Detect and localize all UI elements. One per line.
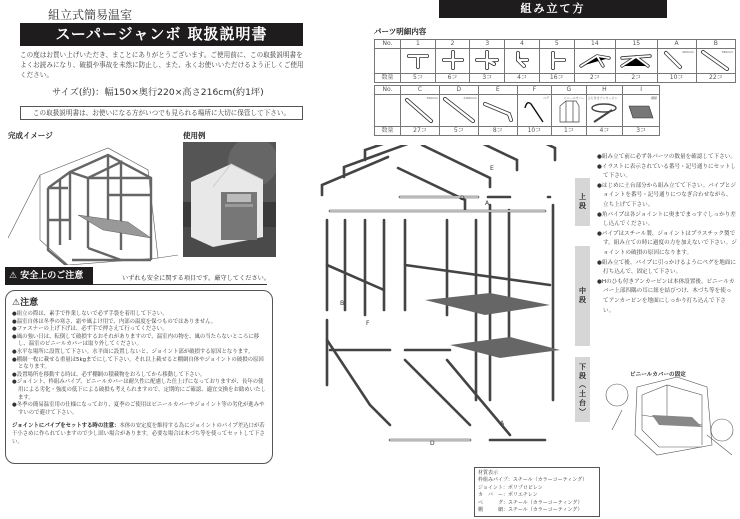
parts-list-title: パーツ明細内容 (374, 27, 427, 36)
caution-item: ● 冬季の簡易温室用の仕様になっており、夏季のご使用はビニールカバーやジョイント等の劣化が進みやすいので避けて下さい。 (12, 402, 266, 417)
greenhouse-frame-illustration (8, 140, 178, 265)
step-item: ● パイプはスチール製、ジョイントはプラスチック製です。組み立ての時に過度の力を加えないで下さい。ジョイントの破損の原因になります。 (597, 230, 737, 259)
3d-cross-joint-icon (470, 49, 505, 74)
parts-table-1: No. 1 2 3 4 5 14 15 A B 260mm 780mm 数量 5コ 6コ 3コ 4コ 16コ 2コ 2コ 10コ 22コ (374, 39, 736, 83)
svg-text:B: B (340, 300, 345, 307)
assembly-steps (597, 153, 737, 316)
peg-icon: ペグ (517, 95, 551, 127)
svg-text:D: D (430, 440, 435, 447)
safety-heading: ⚠ 安全上のご注意 (5, 267, 93, 285)
pipe-d-icon: 1160mm (439, 95, 478, 127)
caution-item: ● ジョイント、枠組みパイプ、ビニールカバーは耐久性に配慮した仕上げになっておりますが、長年の使用による劣化・強度の低下による破損も考えられますので、定期的にご確認、適宜交換をお勧めいたします。 (12, 379, 266, 402)
step-item: ● 組み立て前に必ず各パーツの数量を確認して下さい。 (597, 153, 737, 163)
warning-triangle-icon: ⚠ (9, 271, 18, 281)
keep-manual-note: この取扱説明書は、お使いになる方がいつでも見られる場所に大切に保管して下さい。 (20, 106, 303, 120)
step-item: ● Hのひも付きアンカーピンは本体設置後、ビニールカバー上部四隅の耳に紐を結びつけ、木づち等を使ってアンカーピンを地面にしっかり打ち込んで下さい。 (597, 278, 737, 316)
caution-item: ● 水平な場所に設置して下さい。水平面に設置しないと、ジョイント部が破損する原因となります。 (12, 349, 266, 357)
pipe-b-icon: 780mm (696, 49, 735, 74)
vinyl-cover-icon: ビニールカバー (552, 95, 586, 127)
caution-item: ● 風の強い日は、転倒して破損するおそれがありますので、温室内の物を、風の当たらないところに移し、温室のビニールカバーは取り外してください。 (12, 334, 266, 349)
stage-label-base: 下段（土台） (575, 357, 590, 422)
pipe-a-icon: 260mm (657, 49, 696, 74)
joint-note: ジョイントにパイプをセットする時の注意：本体の安定度を維持する為にジョイントのパイプ差込口が若干小さめに作られていますので少し固い場合があります。必要な場合は木づち等を使ってセットして下さい。 (12, 423, 265, 445)
caution-title: ⚠注意 (12, 298, 39, 308)
exploded-assembly-diagram (310, 145, 572, 465)
cross-joint-icon (435, 49, 470, 74)
intro-text: この度はお買い上げいただき、まことにありがとうございます。ご使用前に、この取扱説明書をよくお読みになり、破損や事故を未然に防止し、また、永くお使いいただけるよう正しくご使用ください。 (20, 51, 304, 79)
peak-cross-joint-icon (616, 49, 657, 74)
svg-text:E: E (490, 165, 494, 172)
stage-label-upper: 上段 (575, 178, 590, 226)
bent-pipe-e-icon (478, 95, 517, 127)
step-item: ● 角パイプは各ジョイントに奥までまっすぐしっかり差し込んでください。 (597, 211, 737, 230)
warning-triangle-icon: ⚠ (12, 298, 21, 308)
material-info-box: 材質表示 枠組みパイプ：スチール（カラーコーティング） ジョイント：ポリプロピレン カ バ ー：ポリエチレン ペ グ：スチール（カラーコーティング） 棚 網：スチール（カラーコーティング） (474, 467, 600, 517)
svg-text:F: F (366, 320, 370, 327)
elbow-joint-icon (505, 49, 540, 74)
t-joint-icon (401, 49, 436, 74)
parts-table-2: No. C D E F G H I 700mm 1160mm ペグ ビニールカバー ひも付きアンカーピン 棚網 数量 27コ 5コ 8コ 10コ 1コ 4コ 3コ (374, 85, 660, 136)
svg-text:A: A (485, 200, 490, 207)
caution-item: ● 設置場所を移動する時は、必ず棚網の積載物をおろしてから移動して下さい。 (12, 372, 266, 380)
shelf-net-icon: 棚網 (623, 95, 660, 127)
step-item: ● はじめに土台部分から組み立てて下さい。パイプとジョイントを番号・記号通りにつなぎ合わせながら、立ち上げて下さい。 (597, 182, 737, 211)
safety-subtitle: いずれも安全に関する項目です。厳守してください。 (122, 275, 271, 282)
assembly-title: 組み立て方 (439, 0, 667, 18)
stage-label-middle: 中段 (575, 246, 590, 346)
caution-item: ● 組立の際は、素手で作業しないで必ず手袋を着用して下さい。 (12, 311, 266, 319)
side-t-joint-icon (539, 49, 574, 74)
peak-joint-icon (574, 49, 615, 74)
divider (93, 284, 267, 285)
vinyl-cover-fixing-illustration (597, 375, 740, 465)
step-item: ● イラストに表示されている番号・記号通りにセットして下さい。 (597, 163, 737, 182)
pipe-c-icon: 700mm (401, 95, 440, 127)
caution-item: ● 温室自体は冬季の寒さ、霜や風よけ用で、内部の温度を保つものではありません。 (12, 319, 266, 327)
size-spec: サイズ(約)：幅150×奥行220×高さ216cm(約1坪) (52, 87, 264, 98)
complete-image-label: 完成イメージ (8, 131, 53, 140)
product-category: 組立式簡易温室 (48, 8, 133, 22)
step-item: ● 組み立て後、パイプに引っかけるようにペグを地面に打ち込んで、固定して下さい。 (597, 259, 737, 278)
caution-box (5, 290, 273, 464)
caution-item: ● 棚網一枚に載せる重量は5kgまでにして下さい。それ以上載せると棚網自体やジョイントの破損の原因となります。 (12, 357, 266, 372)
usage-example-photo (183, 142, 276, 257)
vinyl-cover-fixing-title: ビニールカバーの固定 (630, 372, 686, 378)
caution-list (12, 311, 266, 417)
svg-text:D: D (460, 195, 465, 202)
anchor-pin-icon: ひも付きアンカーピン (586, 95, 623, 127)
caution-item: ● ファスナーの上げ下げは、必ず手で押さえて行ってください。 (12, 326, 266, 334)
usage-example-label: 使用例 (183, 131, 206, 140)
page-title: スーパージャンボ 取扱説明書 (20, 23, 303, 46)
svg-text:A: A (500, 420, 505, 427)
